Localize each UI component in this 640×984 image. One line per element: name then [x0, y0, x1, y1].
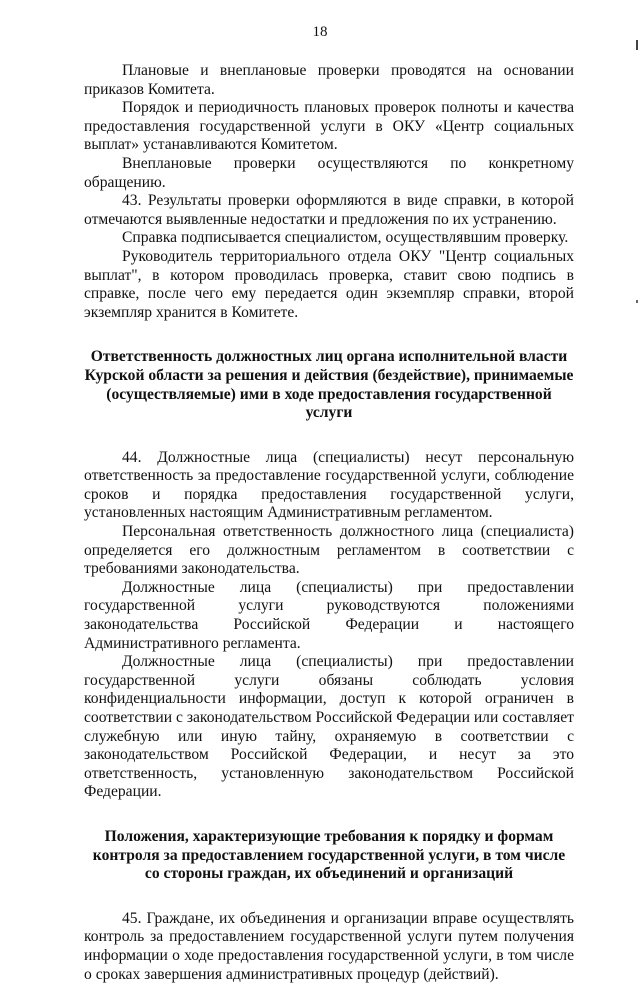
margin-mark: [630, 40, 638, 50]
spacer: [84, 322, 574, 348]
page-number: 18: [312, 24, 328, 40]
spacer: [84, 802, 574, 828]
paragraph: 44. Должностные лица (специалисты) несут персональную ответственность за предоставление государственной услуги, соблюдение сроков и порядка предоставления государственной услуги, установленных настоящим Административным регламентом.: [84, 448, 574, 522]
paragraph: Внеплановые проверки осуществляются по конкретному обращению.: [84, 154, 574, 191]
paragraph: Порядок и периодичность плановых проверок полноты и качества предоставления государственной услуги в ОКУ «Центр социальных выплат» устанавливаются Комитетом.: [84, 99, 574, 154]
spacer: [84, 423, 574, 449]
paragraph: Персональная ответственность должностного лица (специалиста) определяется его должностным регламентом в соответствии с требованиями законодательства.: [84, 523, 574, 578]
paragraph: Должностные лица (специалисты) при предоставлении государственной услуги обязаны соблюдать условия конфиденциальности информации, доступ к которой ограничен в соответствии с законодательством Российской Федерации или составляет служебную или иную тайну, охраняемую в соответствии с законодательством Российской Федерации, и несут за это ответственность, установленную законодательством Российской Федерации.: [84, 653, 574, 801]
paragraph: 43. Результаты проверки оформляются в виде справки, в которой отмечаются выявленные недостатки и предложения по их устранению.: [84, 192, 574, 228]
paragraph: Должностные лица (специалисты) при предоставлении государственной услуги руководствуются положениями законодательства Российской Федерации и настоящего Административного регламента.: [84, 578, 574, 652]
paragraph: 45. Граждане, их объединения и организации вправе осуществлять контроль за предоставлением государственной услуги путем получения информации о ходе предоставления государственной услуги, в том числе о сроках завершения административных процедур (действий).: [84, 909, 574, 983]
document-body: [84, 62, 574, 984]
section-heading: Положения, характеризующие требования к порядку и формам контроля за предоставлением государственной услуги, в том числе со стороны граждан, их объединений и организаций: [92, 827, 566, 883]
paragraph: Плановые и внеплановые проверки проводятся на основании приказов Комитета.: [84, 62, 574, 98]
margin-mark: [630, 300, 638, 303]
paragraph: Руководитель территориального отдела ОКУ "Центр социальных выплат", в котором проводилась проверка, ставит свою подпись в справке, после чего ему передается один экземпляр справки, второй экземпляр хранится в Комитете.: [84, 247, 574, 321]
spacer: [84, 884, 574, 910]
paragraph: Справка подписывается специалистом, осуществлявшим проверку.: [122, 229, 569, 247]
section-heading: Ответственность должностных лиц органа исполнительной власти Курской области за решения и действия (бездействие), принимаемые (осуществляемые) ими в ходе предоставления государственной услуги: [84, 348, 574, 422]
